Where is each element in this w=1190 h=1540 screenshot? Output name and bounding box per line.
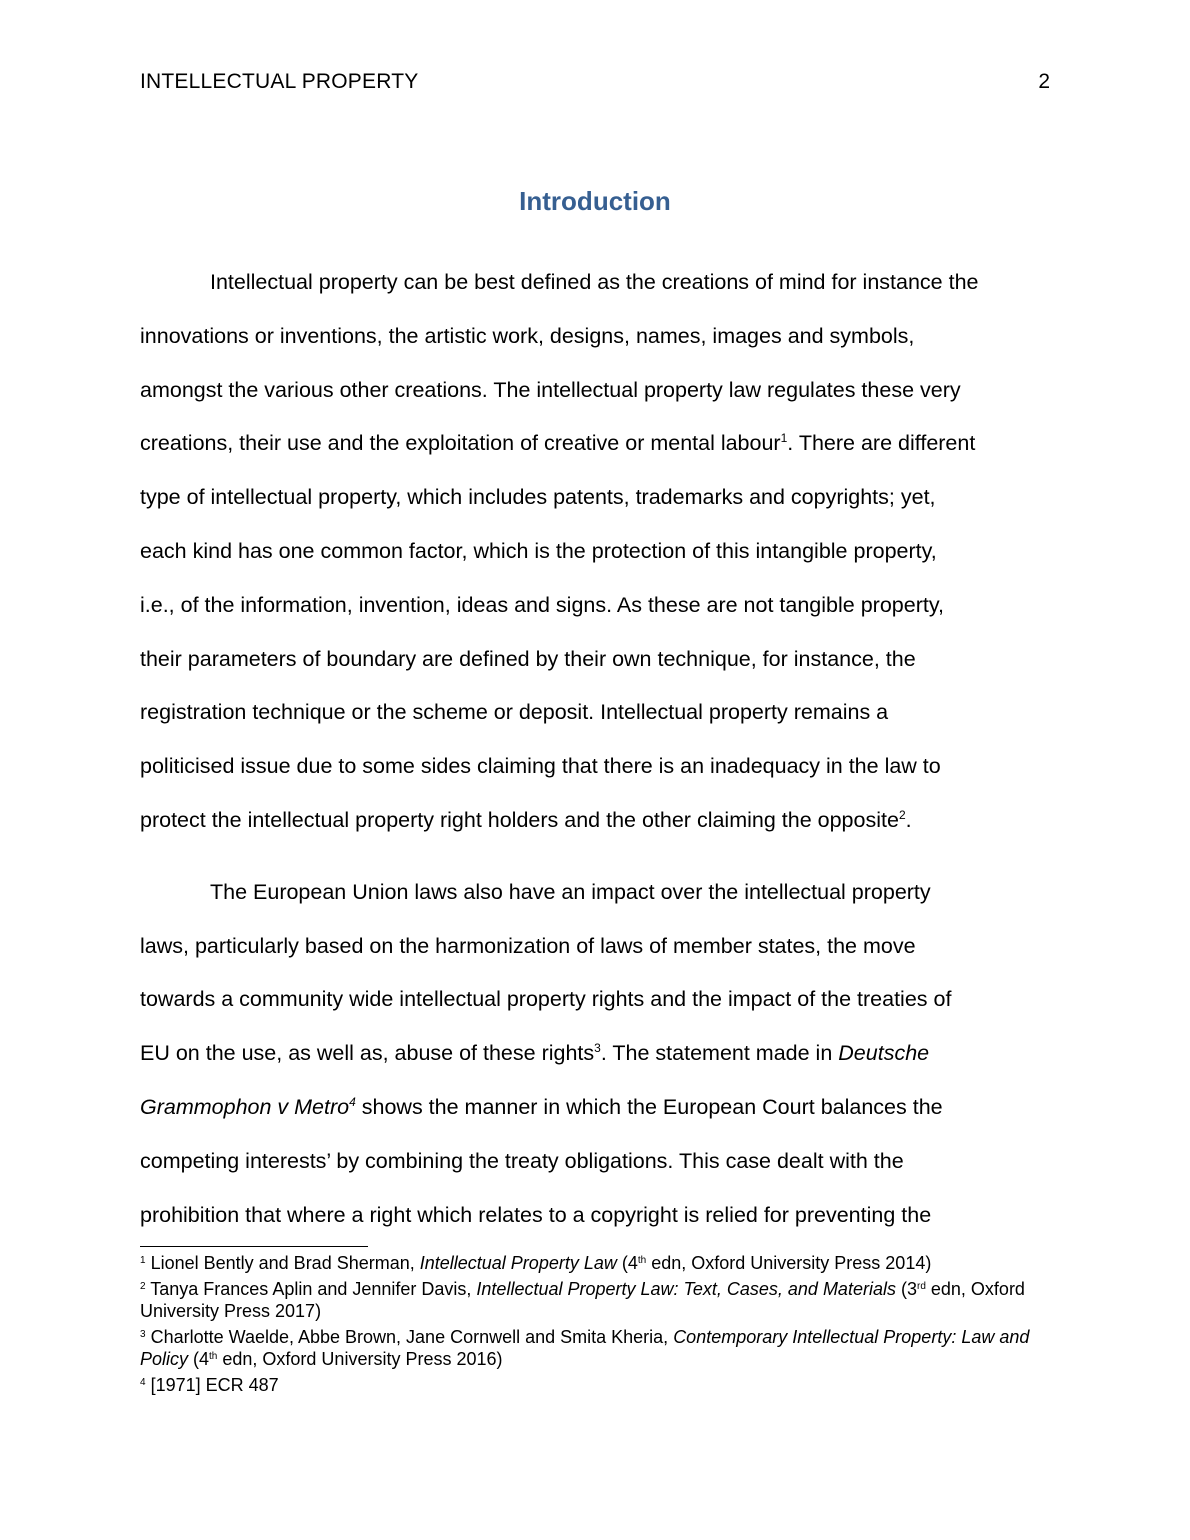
paragraph-2 [140, 866, 1050, 1243]
page-header [140, 70, 1050, 98]
text-run: . The statement made in [600, 1041, 839, 1066]
page-number: 2 [1038, 70, 1050, 93]
paragraph-line: Intellectual property can be best defined as the creations of mind for instance the [210, 270, 979, 294]
paragraph-line [140, 417, 1050, 471]
footnote-title: Intellectual Property Law: Text, Cases, and Materials [476, 1279, 896, 1299]
text-run: . There are different [787, 431, 976, 456]
footnote-number: 1 [140, 1255, 146, 1266]
paragraph-line: The European Union laws also have an impact over the intellectual property [210, 879, 931, 904]
footnote-text: edn, Oxford University Press 2017) [140, 1279, 1025, 1321]
paragraph-line [140, 794, 1050, 848]
paragraph-line: each kind has one common factor, which is the protection of this intangible property, [140, 538, 937, 563]
footnote-4 [140, 1374, 1050, 1396]
footnote-number: 2 [140, 1281, 146, 1292]
footnote-title: Contemporary Intellectual Property: Law and Policy [140, 1327, 1030, 1369]
paragraph-line: prohibition that where a right which relates to a copyright is relied for preventing the [140, 1202, 932, 1227]
text-run: creations, their use and the exploitation of creative or mental labour [140, 431, 781, 456]
text-run: protect the intellectual property right holders and the other claiming the opposite [140, 807, 899, 832]
footnote-number: 3 [140, 1329, 146, 1340]
ordinal-suffix: th [209, 1351, 218, 1362]
footnote-text: edn, Oxford University Press 2014) [646, 1253, 932, 1273]
text-run: . [905, 807, 912, 832]
footnote-1 [140, 1252, 1050, 1274]
footnote-ref-2[interactable]: 2 [898, 807, 906, 822]
footnote-3 [140, 1326, 1050, 1370]
footnote-text: (3 [895, 1279, 917, 1299]
footnote-separator [140, 1246, 368, 1247]
paragraph-line: i.e., of the information, invention, ideas and signs. As these are not tangible property, [140, 592, 944, 617]
paragraph-line: politicised issue due to some sides claiming that there is an inadequacy in the law to [140, 754, 941, 779]
paragraph-line [140, 1027, 1050, 1081]
footnote-ref-1[interactable]: 1 [780, 431, 788, 446]
footnote-text: (4 [616, 1253, 638, 1273]
footnotes [140, 1252, 1050, 1400]
ordinal-suffix: rd [916, 1281, 926, 1292]
footnote-ref-3[interactable]: 3 [594, 1041, 601, 1056]
text-run: EU on the use, as well as, abuse of these rights [140, 1041, 595, 1066]
ordinal-suffix: th [637, 1255, 647, 1266]
paragraph-line: laws, particularly based on the harmonization of laws of member states, the move [140, 933, 916, 958]
paragraph-line: innovations or inventions, the artistic work, designs, names, images and symbols, [140, 323, 915, 348]
paragraph-line: competing interests’ by combining the treaty obligations. This case dealt with the [140, 1148, 904, 1173]
footnote-number: 4 [140, 1377, 146, 1388]
footnote-text: [1971] ECR 487 [150, 1375, 279, 1395]
running-title: INTELLECTUAL PROPERTY [140, 70, 419, 93]
section-heading: Introduction [519, 186, 671, 216]
footnote-title: Intellectual Property Law [419, 1253, 617, 1273]
paragraph-line: towards a community wide intellectual property rights and the impact of the treaties of [140, 987, 952, 1012]
paragraph-1 [140, 256, 1050, 848]
footnote-text: Charlotte Waelde, Abbe Brown, Jane Cornwell and Smita Kheria, [150, 1327, 674, 1347]
case-name: Deutsche [838, 1041, 930, 1066]
footnote-2 [140, 1278, 1050, 1322]
footnote-text: Lionel Bently and Brad Sherman, [150, 1253, 420, 1273]
body-text [140, 256, 1050, 1242]
footnote-text: Tanya Frances Aplin and Jennifer Davis, [150, 1279, 477, 1299]
footnote-text: (4 [188, 1349, 210, 1369]
case-name: Grammophon v Metro [140, 1094, 350, 1119]
paragraph-line: amongst the various other creations. The intellectual property law regulates these very [140, 377, 961, 402]
paragraph-line: registration technique or the scheme or deposit. Intellectual property remains a [140, 700, 889, 725]
paragraph-line: type of intellectual property, which includes patents, trademarks and copyrights; yet, [140, 485, 936, 510]
text-run: shows the manner in which the European Court balances the [355, 1094, 943, 1119]
paragraph-line [140, 1081, 1050, 1135]
paragraph-line: their parameters of boundary are defined by their own technique, for instance, the [140, 646, 916, 671]
footnote-ref-4[interactable]: 4 [349, 1094, 356, 1109]
footnote-text: edn, Oxford University Press 2016) [217, 1349, 503, 1369]
